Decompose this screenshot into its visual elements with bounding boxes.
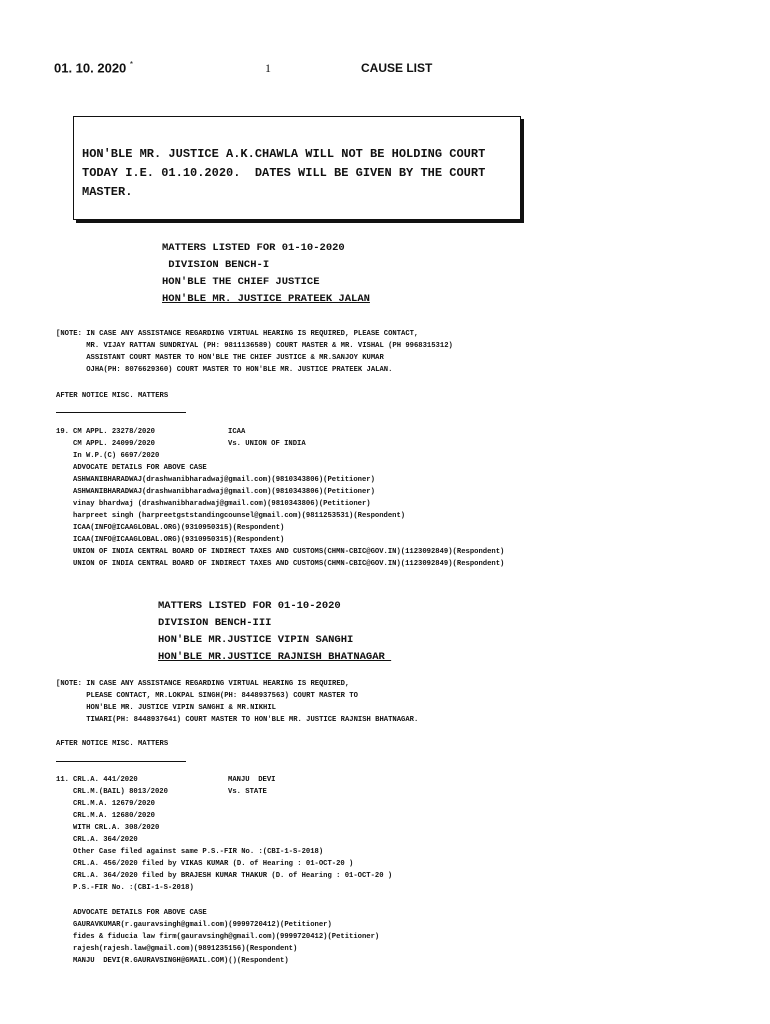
bench-3-listed: MATTERS LISTED FOR 01-10-2020 — [158, 600, 341, 612]
bench-1-note: [NOTE: IN CASE ANY ASSISTANCE REGARDING VIRTUAL HEARING IS REQUIRED, PLEASE CONTACT, MR. VIJAY RATTAN SUNDRIYAL (PH: 9811136589) COURT MASTER & MR. VISHAL (PH 9968315312) ASSISTANT COURT MASTER TO HON'BLE THE CHIEF JUSTICE & MR.SANJOY KUMAR OJHA(PH: 8076629360) COURT MASTER TO HON'BLE MR. JUSTICE PRATEEK JALAN. — [56, 330, 453, 374]
case-item-19-parties: ICAA Vs. UNION OF INDIA — [228, 428, 306, 448]
bench-1-listed: MATTERS LISTED FOR 01-10-2020 — [162, 242, 345, 254]
case-number: 11. — [56, 776, 69, 784]
section-rule — [56, 761, 186, 762]
bench-1-section-title: AFTER NOTICE MISC. MATTERS — [56, 392, 169, 400]
case-item-19 — [56, 426, 69, 438]
bench-1-name: DIVISION BENCH-I — [162, 259, 270, 271]
date-text: 01. 10. 2020 — [54, 60, 127, 76]
bench-3-header — [158, 598, 391, 666]
page-title: CAUSE LIST — [361, 61, 433, 75]
bench-3-judge-2: HON'BLE MR.JUSTICE RAJNISH BHATNAGAR — [158, 651, 392, 663]
bench-3-judge-1: HON'BLE MR.JUSTICE VIPIN SANGHI — [158, 634, 354, 646]
bench-1-header — [162, 240, 370, 308]
court-notice-box — [73, 116, 521, 220]
court-notice-text: HON'BLE MR. JUSTICE A.K.CHAWLA WILL NOT BE HOLDING COURT TODAY I.E. 01.10.2020. DATES WILL BE GIVEN BY THE COURT MASTER. — [82, 147, 486, 199]
case-item-19-details: CM APPL. 23278/2020 CM APPL. 24099/2020 In W.P.(C) 6697/2020 ADVOCATE DETAILS FOR ABOVE CASE ASHWANIBHARADWAJ(drashwanibharadwaj@gmail.com)(9810343806)(Petitioner) ASHWANIBHARADWAJ(drashwanibharadwaj@gmail.com)(9810343806)(Petitioner) vinay bhardwaj (drashwanibharadwaj@gmail.com)(9810343806)(Petitioner) harpreet singh (harpreetgststandingcounsel@gmail.com)(9811253531)(Respondent) ICAA(INFO@ICAAGLOBAL.ORG)(9310950315)(Respondent) ICAA(INFO@ICAAGLOBAL.ORG)(9310950315)(Respondent) UNION OF INDIA CENTRAL BOARD OF INDIRECT TAXES AND CUSTOMS(CHMN-CBIC@GOV.IN)(1123092849)(Respondent) UNION OF INDIA CENTRAL BOARD OF INDIRECT TAXES AND CUSTOMS(CHMN-CBIC@GOV.IN)(1123092849)(Respondent) — [73, 428, 505, 568]
bench-3-section-title: AFTER NOTICE MISC. MATTERS — [56, 740, 169, 748]
page-number: 1 — [265, 61, 271, 75]
case-item-11-details: CRL.A. 441/2020 CRL.M.(BAIL) 8013/2020 CRL.M.A. 12679/2020 CRL.M.A. 12680/2020 WITH CRL.A. 308/2020 CRL.A. 364/2020 Other Case filed against same P.S.-FIR No. :(CBI-1-S-2018) CRL.A. 456/2020 filed by VIKAS KUMAR (D. of Hearing : 01-OCT-20 ) CRL.A. 364/2020 filed by BRAJESH KUMAR THAKUR (D. of Hearing : 01-OCT-20 ) P.S.-FIR No. :(CBI-1-S-2018) — [73, 776, 393, 892]
bench-1-judge-2: HON'BLE MR. JUSTICE PRATEEK JALAN — [162, 293, 370, 305]
case-item-11-parties: MANJU DEVI Vs. STATE — [228, 776, 276, 796]
cause-list-date — [54, 60, 133, 75]
case-number: 19. — [56, 428, 69, 436]
bench-1-judge-1: HON'BLE THE CHIEF JUSTICE — [162, 276, 320, 288]
bench-3-name: DIVISION BENCH-III — [158, 617, 272, 629]
date-mark: * — [129, 60, 134, 69]
case-item-11 — [56, 774, 69, 786]
bench-3-note: [NOTE: IN CASE ANY ASSISTANCE REGARDING VIRTUAL HEARING IS REQUIRED, PLEASE CONTACT, MR.LOKPAL SINGH(PH: 8448937563) COURT MASTER TO HON'BLE MR. JUSTICE VIPIN SANGHI & MR.NIKHIL TIWARI(PH: 8448937641) COURT MASTER TO HON'BLE MR. JUSTICE RAJNISH BHATNAGAR. — [56, 680, 419, 724]
section-rule — [56, 412, 186, 413]
case-item-11-advocates: ADVOCATE DETAILS FOR ABOVE CASE GAURAVKUMAR(r.gauravsingh@gmail.com)(9999720412)(Petitioner) fides & fiducia law firm(gauravsingh@gmail.com)(9999720412)(Petitioner) rajesh(rajesh.law@gmail.com)(9891235156)(Respondent) MANJU DEVI(R.GAURAVSINGH@GMAIL.COM)()(Respondent) — [73, 909, 380, 965]
